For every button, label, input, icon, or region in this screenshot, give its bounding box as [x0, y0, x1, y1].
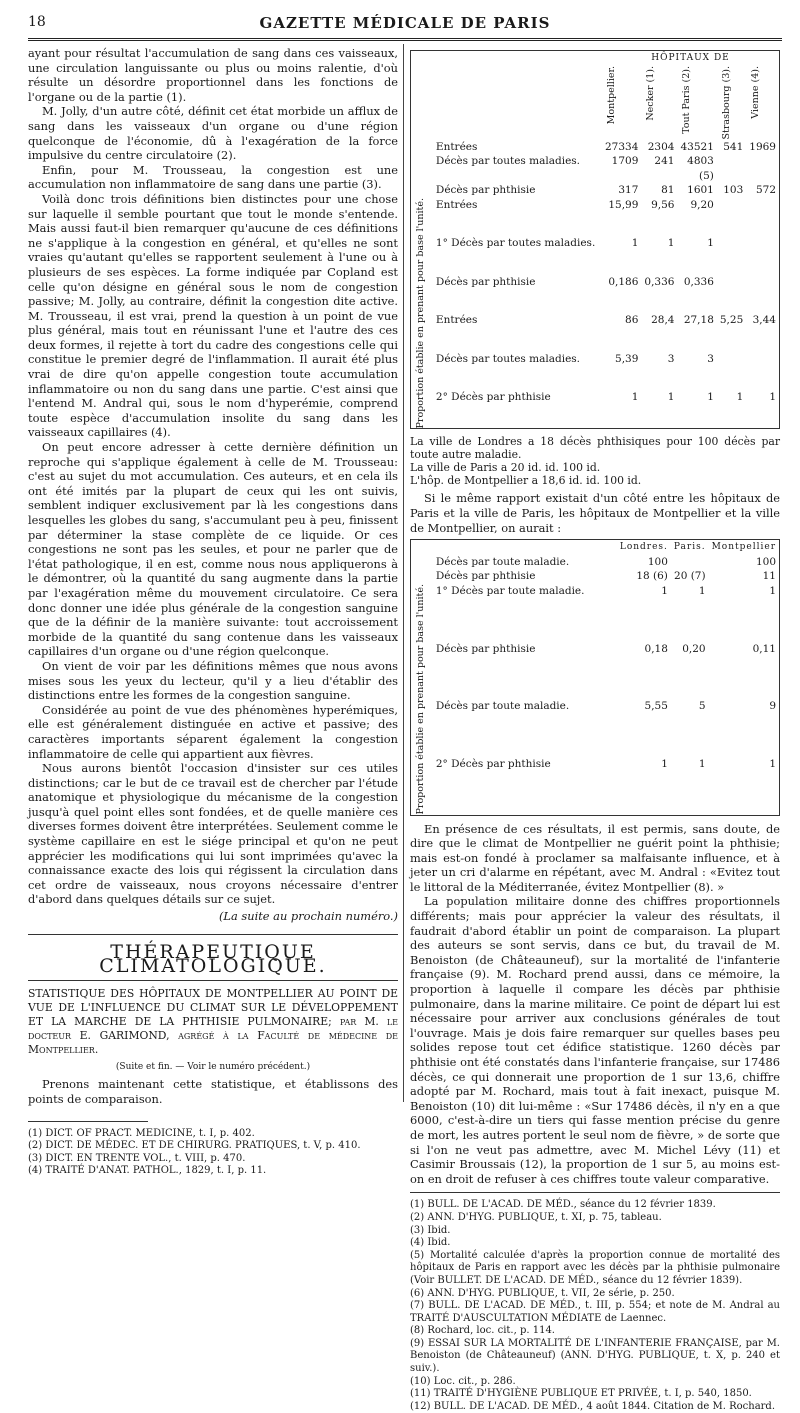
table-cell: 1	[667, 237, 675, 250]
table-cell	[746, 198, 779, 236]
side-label-text: Proportion établie en prenant pour base l'unité.	[415, 197, 426, 429]
footnote: (1) DICT. OF PRACT. MEDICINE, t. I, p. 402.	[28, 1127, 255, 1139]
table-side-label	[411, 584, 433, 814]
section-title: THÉRAPEUTIQUE CLIMATOLOGIQUE.	[99, 940, 327, 978]
row-label: Décès par phthisie	[435, 642, 536, 655]
table-cell: 43521	[680, 140, 714, 153]
table-cell	[717, 352, 746, 390]
table-cell: 3,44	[752, 314, 776, 327]
table-cell: 27,18	[683, 314, 714, 327]
table-cell: 1	[769, 585, 776, 598]
table-row	[411, 140, 779, 155]
table-cell	[717, 198, 746, 236]
table-cell: 11	[762, 570, 776, 583]
column-header: Vienne (4).	[750, 65, 762, 119]
paragraph: ayant pour résultat l'accumulation de sang dans ces vaisseaux, une circulation languissante ou plus ou moins ralentie, d'où résulte un désordre proportionnel dans les fonctions de l'organe ou de la partie (1).	[28, 46, 398, 104]
table-cell: 9,20	[690, 198, 714, 211]
footnote: (3) DICT. EN TRENTE VOL., t. VIII, p. 470.	[28, 1152, 246, 1164]
table-cell: 1	[698, 585, 706, 598]
footnote: (6) ANN. D'HYG. PUBLIQUE, t. VII, 2e série, p. 250.	[410, 1287, 675, 1299]
column-header: Montpellier	[711, 542, 776, 553]
table-cell: 0,336	[644, 275, 675, 288]
table-note: L'hôp. de Montpellier a 18,6 id. id. 100 id.	[410, 474, 642, 488]
table-note: La ville de Paris a 20 id. id. 100 id.	[410, 461, 601, 475]
table-notes	[410, 435, 780, 487]
row-label: Entrées	[435, 140, 478, 153]
paragraph: On vient de voir par les définitions mêmes que nous avons mises sous les yeux du lecteur, qu'il y a lieu d'établir des distinctions entre les formes de la congestion sanguine.	[28, 658, 398, 703]
right-column	[410, 46, 780, 1413]
paragraph: Si le même rapport existait d'un côté entre les hôpitaux de Paris et la ville de Paris, les hôpitaux de Montpellier et la ville de Montpellier, on aurait :	[410, 491, 780, 535]
footnote: (5) Mortalité calculée d'après la proportion connue de mortalité des hôpitaux de Paris en rapport avec les décès par la phthisie pulmonaire (Voir BULLET. DE L'ACAD. DE MÉD., séance du 12 février 1839).	[410, 1249, 780, 1286]
table-cell: 2304	[647, 140, 675, 153]
table-cell: 3	[667, 352, 675, 365]
row-label: Décès par toute maladie.	[435, 555, 570, 568]
footnote: (7) BULL. DE L'ACAD. DE MÉD., t. III, p. 554; et note de M. Andral au TRAITÉ D'AUSCULTATION MÉDIATE de Laennec.	[410, 1300, 780, 1324]
table-cell: 1709	[611, 155, 639, 168]
row-label: 1° Décès par toutes maladies.	[435, 237, 596, 250]
table-cell: 1	[661, 757, 668, 770]
table-cell: 81	[661, 184, 675, 197]
table-row	[411, 313, 779, 351]
row-label: 1° Décès par toute maladie.	[435, 585, 585, 598]
table-cell: 1	[769, 757, 776, 770]
table-cell: 27334	[605, 140, 639, 153]
row-label: Entrées	[435, 314, 478, 327]
continued-note: (La suite au prochain numéro.)	[218, 909, 398, 924]
table-cell	[671, 555, 709, 570]
table-cell: 5,39	[615, 352, 639, 365]
table-row	[411, 275, 779, 313]
left-column	[28, 46, 398, 1178]
table-row	[411, 699, 779, 757]
footnotes	[28, 1128, 398, 1178]
column-header: Londres.	[619, 542, 668, 553]
paragraph: Enfin, pour M. Trousseau, la congestion est une accumulation non inflammatoire de sang dans une partie (3).	[28, 162, 398, 192]
table-cell	[746, 236, 779, 274]
table-row	[411, 555, 779, 570]
section-rule	[28, 934, 398, 935]
article-title: STATISTIQUE DES HÔPITAUX DE MONTPELLIER AU POINT DE VUE DE L'INFLUENCE DU CLIMAT SUR LE DÉVELOPPEMENT ET LA MARCHE DE LA PHTHISIE PULMONAIRE; par M. le docteur E. GARIMOND, agrégé à la Faculté de médecine de Montpellier.	[28, 986, 398, 1056]
row-label: Décès par toute maladie.	[435, 700, 570, 713]
table-row	[411, 642, 779, 700]
paragraph: La population militaire donne des chiffres proportionnels différents; mais pour apprécier la valeur des résultats, il faudrait d'abord établir un point de comparaison. La plupart des auteurs se sont servis, dans ce but, du travail de M. Benoiston (de Châteauneuf), sur la mortalité de l'infanterie française (9). M. Rochard prend aussi, dans ce mémoire, la proportion à laquelle il compare les décès par phthisie pulmonaire, dans la marine militaire. Ce point de départ lui est nécessaire pour arriver aux conclusions générales de tout l'ouvrage. Mais je dois faire remarquer sur quelles bases peu solides repose tout cet édifice statistique. 1260 décès par phthisie ont été constatés dans l'infanterie française, sur 17486 décès, ce qui donnerait une proportion de 1 sur 13,6, chiffre adopté par M. Rochard, mais tout à fait inexact, puisque M. Benoiston (10) dit lui-même : «Sur 17486 décès, il n'y en a que 6000, c'est-à-dire un tiers qui fasse mention précise du genre de mort, les autres portent le seul nom de fièvre, » de sorte que si l'on ne veut pas admettre, avec M. Michel Lévy (11) et Casimir Broussais (12), la proportion de 1 sur 5, au moins est-on en droit de refuser à ces chiffres toute valeur comparative.	[410, 894, 780, 1186]
paragraph: On peut encore adresser à cette dernière définition un reproche qui s'applique également à celle de M. Trousseau: c'est au sujet du mot accumulation. Ces auteurs, et en cela ils ont été imités par la plupart de ceux qui les ont suivis, semblent indiquer exclusivement par là les congestions dans lesquelles les globes du sang, s'accumulant peu à peu, finissent par déterminer la stase complète de ce liquide. Or ces congestions ne sont pas les seules, et pour ne parler que de l'état pathologique, il en est, comme nous nous appliquerons à le démontrer, où la quantité du sang augmente dans la partie par l'exagération même du mouvement circulatoire. Ce sera donc donner une idée plus générale de la congestion sanguine que de la définir de la manière suivante: tout accroissement morbide de la quantité du sang contenue dans les vaisseaux capillaires d'un organe ou d'une région quelconque.	[28, 440, 398, 659]
table-row	[411, 183, 779, 198]
footnote: (8) Rochard, loc. cit., p. 114.	[410, 1325, 555, 1337]
row-label: Décès par toutes maladies.	[435, 352, 581, 365]
paragraph: Nous aurons bientôt l'occasion d'insister sur ces utiles distinctions; car le but de ce travail est de chercher par l'étude anatomique et physiologique du mécanisme de la congestion jusqu'à quel point elles sont fondées, et de quelle manière ces diverses formes doivent être interprétées. Seulement comme le système capillaire en est le siége principal et qu'on ne peut apprécier les modifications qui lui sont imprimées qu'avec la connaissance exacte des lois qui régissent la circulation dans cet ordre de vaisseaux, nous croyons nécessaire d'entrer d'abord dans quelques détails sur ce sujet.	[28, 761, 398, 907]
table-cell: 1	[707, 391, 714, 403]
table-cell	[717, 154, 746, 183]
column-header: Tout Paris (2).	[681, 65, 693, 134]
row-label: 2° Décès par phthisie	[435, 757, 551, 770]
table-row	[411, 198, 779, 236]
table-row	[411, 390, 779, 428]
table-row	[411, 352, 779, 390]
paragraph: Considérée au point de vue des phénomènes hyperémiques, elle est généralement distinguée en active et passive; des caractères importants séparent également la congestion inflammatoire de celle qui appartient aux fièvres.	[28, 702, 398, 761]
section-rule	[28, 980, 398, 981]
footnotes	[410, 1199, 780, 1413]
table-cell: 0,336	[683, 275, 714, 288]
footnote-rule	[28, 1121, 148, 1122]
table-cell	[746, 154, 779, 183]
table-cell: 9,56	[651, 198, 675, 211]
table-cell: 1969	[749, 140, 776, 153]
footnote: (1) BULL. DE L'ACAD. DE MÉD., séance du 12 février 1839.	[410, 1199, 716, 1211]
table-cell: 1601	[687, 184, 714, 197]
side-label-text: Proportion établie en prenant pour base l'unité.	[415, 584, 426, 815]
city-comparison-table	[410, 539, 780, 815]
footnote: (4) TRAITÉ D'ANAT. PATHOL., 1829, t. I, p. 11.	[28, 1165, 267, 1177]
table-cell: 86	[625, 314, 639, 327]
table-cell: 0,11	[752, 642, 776, 655]
table-cell: 15,99	[608, 198, 639, 211]
table-cell: 1	[698, 757, 706, 770]
table-cell	[717, 275, 746, 313]
footnote: (10) Loc. cit., p. 286.	[410, 1375, 516, 1387]
table-side-label	[411, 198, 433, 428]
article-intro: Prenons maintenant cette statistique, et établissons des points de comparaison.	[28, 1077, 398, 1106]
table-cell: 1	[736, 391, 744, 403]
column-header: Strasbourg (3).	[720, 65, 732, 140]
table-cell: 18 (6)	[636, 570, 668, 583]
table-row	[411, 154, 779, 183]
table-cell: 0,186	[608, 275, 639, 288]
table-cell: 1	[769, 391, 776, 403]
row-label: Décès par phthisie	[435, 184, 536, 197]
row-label: Décès par toutes maladies.	[435, 155, 581, 168]
table-cell: 4803 (5)	[687, 155, 714, 182]
table-cell: 103	[723, 184, 744, 197]
table-cell: 241	[654, 155, 675, 168]
table-cell: 317	[618, 184, 639, 197]
table-cell: 9	[769, 700, 776, 713]
paragraph: M. Jolly, d'un autre côté, définit cet état morbide un afflux de sang dans les vaisseaux d'un organe ou d'une région quelconque de l'économie, dû à l'exagération de la force impulsive du centre circulatoire (2).	[28, 104, 398, 163]
article-note: (Suite et fin. — Voir le numéro précédent.)	[115, 1061, 311, 1072]
table-cell	[746, 275, 779, 313]
footnote: (2) ANN. D'HYG. PUBLIQUE, t. XI, p. 75, tableau.	[410, 1211, 662, 1223]
table-note: La ville de Londres a 18 décès phthisiques pour 100 décès par toute autre maladie.	[410, 435, 780, 462]
page-header	[28, 14, 782, 36]
hospital-statistics-table	[410, 50, 780, 429]
table-row	[411, 757, 779, 815]
table-row	[411, 569, 779, 584]
page-number: 18	[28, 14, 46, 30]
table-cell: 5	[698, 700, 706, 713]
table-cell: 1	[631, 237, 639, 250]
table-cell: 100	[647, 555, 668, 568]
column-divider	[403, 44, 404, 1102]
row-label: Décès par phthisie	[435, 275, 536, 288]
header-rule	[28, 38, 782, 41]
footnote: (4) Ibid.	[410, 1237, 451, 1249]
table-cell: 1	[667, 391, 675, 403]
row-label: Décès par phthisie	[435, 570, 536, 583]
table-cell: 1	[661, 585, 668, 598]
column-header: Necker (1).	[645, 65, 657, 121]
table-cell: 1	[631, 391, 639, 403]
footnote: (9) ESSAI SUR LA MORTALITÉ DE L'INFANTERIE FRANÇAISE, par M. Benoiston (de Châteauneuf) (ANN. D'HYG. PUBLIQUE, t. X, p. 240 et suiv.).	[410, 1337, 780, 1375]
row-label: Entrées	[435, 198, 478, 211]
table-cell: 28,4	[651, 314, 675, 327]
table-cell: 100	[755, 555, 776, 568]
paragraph: En présence de ces résultats, il est permis, sans doute, de dire que le climat de Montpellier ne guérit point la phthisie; mais est-on fondé à proclamer sa malfaisante influence, et à jeter un cri d'alarme en répétant, avec M. Andral : «Evitez tout le littoral de la Méditerranée, évitez Montpellier (8). »	[410, 821, 780, 894]
table-cell: 0,18	[644, 642, 668, 655]
table-cell: 541	[723, 140, 744, 153]
footnote: (2) DICT. DE MÉDEC. ET DE CHIRURG. PRATIQUES, t. V, p. 410.	[28, 1140, 361, 1152]
table-cell: 572	[755, 184, 776, 197]
table-group-header: HÔPITAUX DE	[651, 53, 730, 63]
table-cell: 0,20	[682, 642, 706, 655]
column-header: Montpellier.	[606, 65, 617, 124]
table-cell	[717, 236, 746, 274]
table-cell: 5,25	[719, 314, 744, 327]
journal-title: GAZETTE MÉDICALE DE PARIS	[259, 14, 551, 32]
table-row	[411, 584, 779, 642]
table-cell	[746, 352, 779, 390]
row-label: 2° Décès par phthisie	[435, 391, 551, 403]
column-header: Paris.	[673, 542, 706, 553]
footnote-rule	[410, 1192, 780, 1193]
paragraph: Voilà donc trois définitions bien distinctes pour une chose sur laquelle il semble pourtant que tout le monde s'entende. Mais aussi faut-il bien remarquer qu'aucune de ces définitions ne s'applique à la congestion en général, et qu'elles ne sont vraies qu'autant qu'elles se rapportent seulement à l'une ou à plusieurs de ses espèces. La forme indiquée par Copland est celle qu'on désigne en général sous le nom de congestion passive; M. Jolly, au contraire, définit la congestion dite active. M. Trousseau, il est vrai, prend la question à un point de vue plus général, mais tout en réunissant l'une et l'autre des ces deux formes, il rejette à tort du cadre des congestions celle qui constitue le premier degré de l'inflammation. Il aurait été plus vrai de dire qu'on appelle congestion toute accumulation inflammatoire ou non du sang dans une partie. C'est ainsi que l'entend M. Andral qui, sous le nom d'hyperémie, comprend toute espèce d'accumulation insolite du sang dans les vaisseaux capillaires (4).	[28, 191, 398, 440]
table-cell: 20 (7)	[674, 570, 706, 583]
footnote: (12) BULL. DE L'ACAD. DE MÉD., 4 août 1844. Citation de M. Rochard.	[410, 1400, 776, 1412]
footnote: (11) TRAITÉ D'HYGIÈNE PUBLIQUE ET PRIVÉE, t. I, p. 540, 1850.	[410, 1388, 752, 1400]
table-cell: 3	[707, 352, 714, 365]
table-cell: 1	[707, 237, 714, 250]
table-row	[411, 236, 779, 274]
footnote: (3) Ibid.	[410, 1224, 451, 1236]
table-cell: 5,55	[644, 700, 668, 713]
